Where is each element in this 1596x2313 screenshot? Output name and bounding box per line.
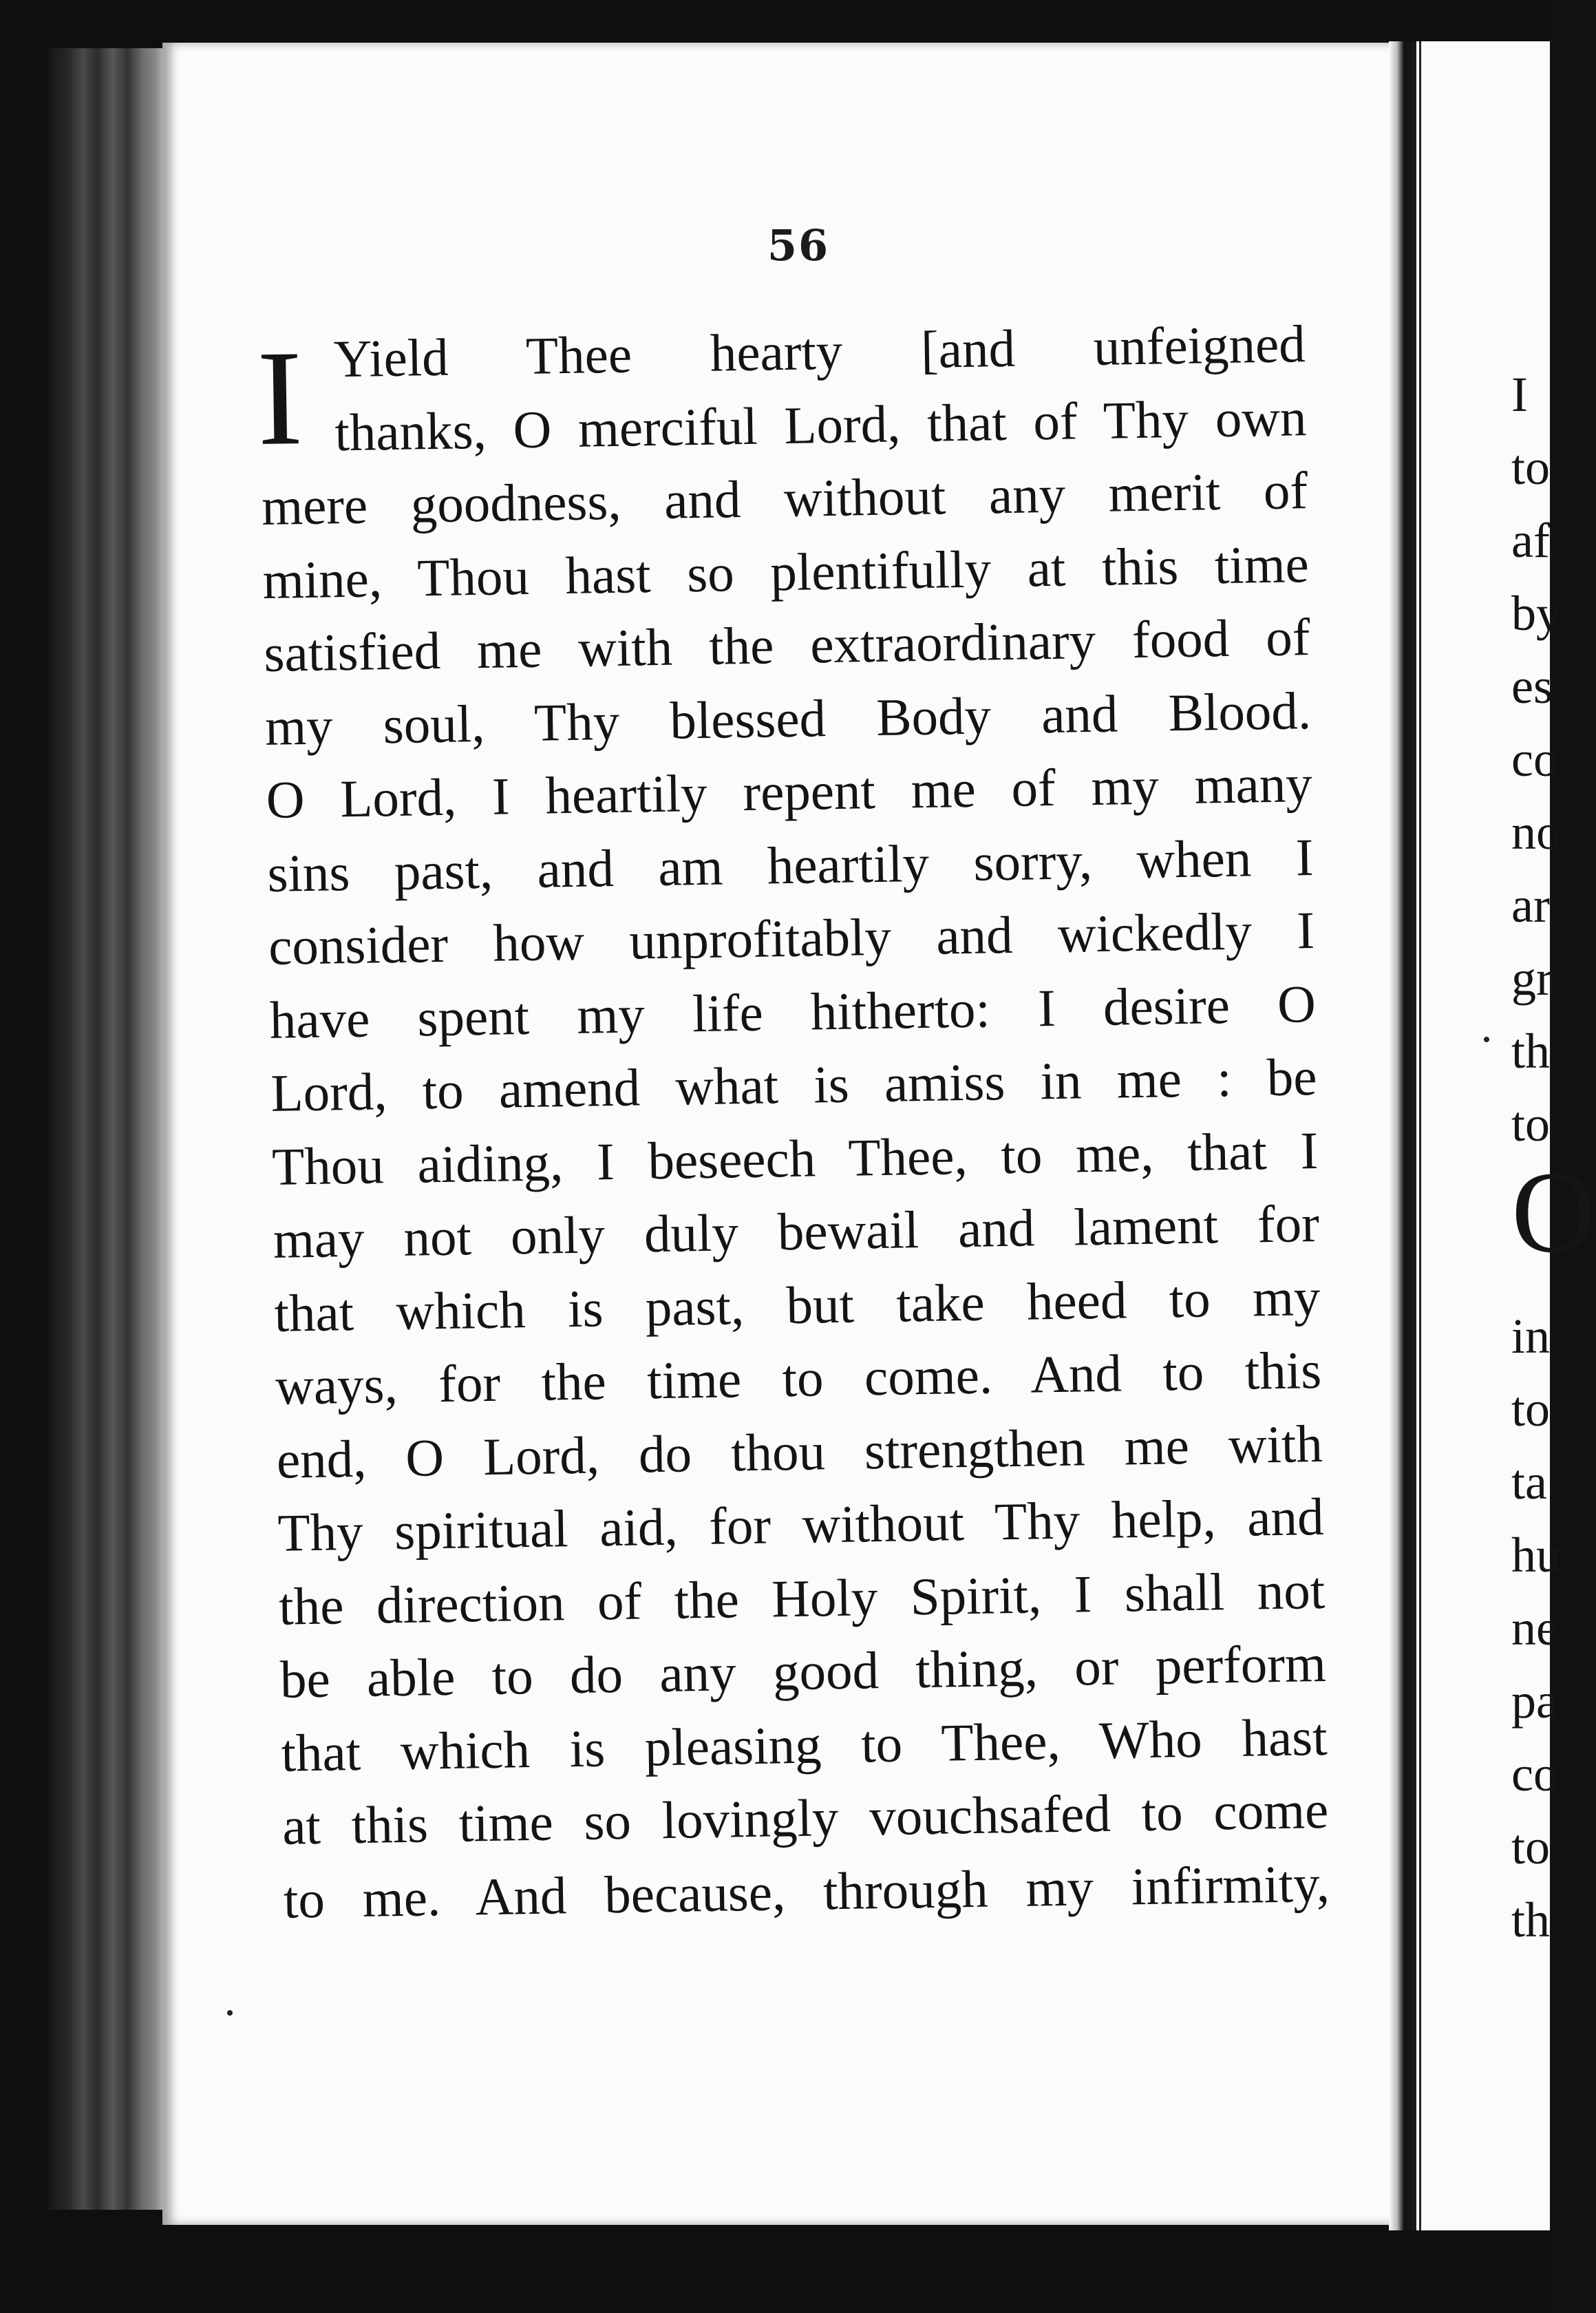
text-line: end, O Lord, do thou strengthen me with (276, 1413, 1323, 1490)
fragment: th (1511, 1024, 1551, 1079)
text-line: mere goodness, and without any merit of (261, 461, 1308, 536)
text-line: satisfied me with the extraordinary food of (263, 607, 1311, 683)
fragment: pa (1511, 1673, 1558, 1729)
fragment: by (1511, 586, 1561, 641)
text-line: consider how unprofitably and wickedly I (268, 900, 1315, 976)
fragment: th (1511, 1892, 1551, 1947)
fragment: ar (1511, 878, 1550, 933)
fragment: af (1511, 513, 1550, 568)
text-line: that which is past, but take heed to my (273, 1267, 1321, 1343)
fragment: to (1511, 1382, 1551, 1437)
fragment: to (1511, 1097, 1551, 1152)
text-line: Thou aiding, I beseech Thee, to me, that I (271, 1120, 1319, 1196)
fragment: to (1511, 1819, 1551, 1874)
fragment: es (1511, 659, 1553, 714)
text-line: Lord, to amend what is amiss in me : be (270, 1046, 1318, 1123)
page-gutter (1389, 41, 1416, 2230)
fragment: in (1511, 1309, 1551, 1364)
text-line: mine, Thou hast so plentifully at this time (262, 534, 1310, 610)
text-line: that which is pleasing to Thee, Who hast (280, 1707, 1328, 1783)
fragment: ta (1511, 1455, 1547, 1510)
fragment: to (1511, 440, 1551, 495)
facing-page-edge (1419, 41, 1421, 2230)
fragment: co (1511, 732, 1558, 787)
text-line: ways, for the time to come. And to this (275, 1340, 1322, 1416)
text-line: Yield Thee hearty [and unfeigned (333, 314, 1306, 389)
facing-page-text-fragments (1511, 358, 1596, 1956)
text-line: have spent my life hitherto: I desire O (269, 973, 1317, 1050)
text-line: at this time so lovingly vouchsafed to come (281, 1779, 1329, 1856)
text-line: sins past, and am heartily sorry, when I (266, 827, 1315, 903)
scan-speck (1484, 1037, 1489, 1042)
text-line: Thy spiritual aid, for without Thy help, and (277, 1486, 1325, 1563)
text-line: thanks, O merciful Lord, that of Thy own (334, 387, 1307, 462)
fragment: hu (1511, 1528, 1561, 1583)
drop-cap: I (255, 322, 304, 474)
book-spine-edge (48, 48, 165, 2210)
scan-speck (227, 2010, 233, 2016)
fragment: no (1511, 805, 1561, 860)
fragment: I (1511, 367, 1528, 422)
text-line: to me. And because, through my infirmity, (283, 1853, 1330, 1930)
text-line: O Lord, I heartily repent me of my many (266, 754, 1313, 830)
text-line: my soul, Thy blessed Body and Blood. (264, 680, 1312, 757)
prayer-text (255, 307, 1330, 1936)
text-line: may not only duly bewail and lament for (273, 1193, 1320, 1269)
fragment-drop-cap: O (1511, 1148, 1596, 1277)
text-line: the direction of the Holy Spirit, I shall not (278, 1560, 1326, 1636)
fragment: gr (1511, 951, 1553, 1006)
text-line: be able to do any good thing, or perform (279, 1633, 1327, 1709)
fragment: co (1511, 1746, 1558, 1802)
page-number: 56 (767, 220, 830, 271)
fragment: ne (1511, 1601, 1558, 1656)
